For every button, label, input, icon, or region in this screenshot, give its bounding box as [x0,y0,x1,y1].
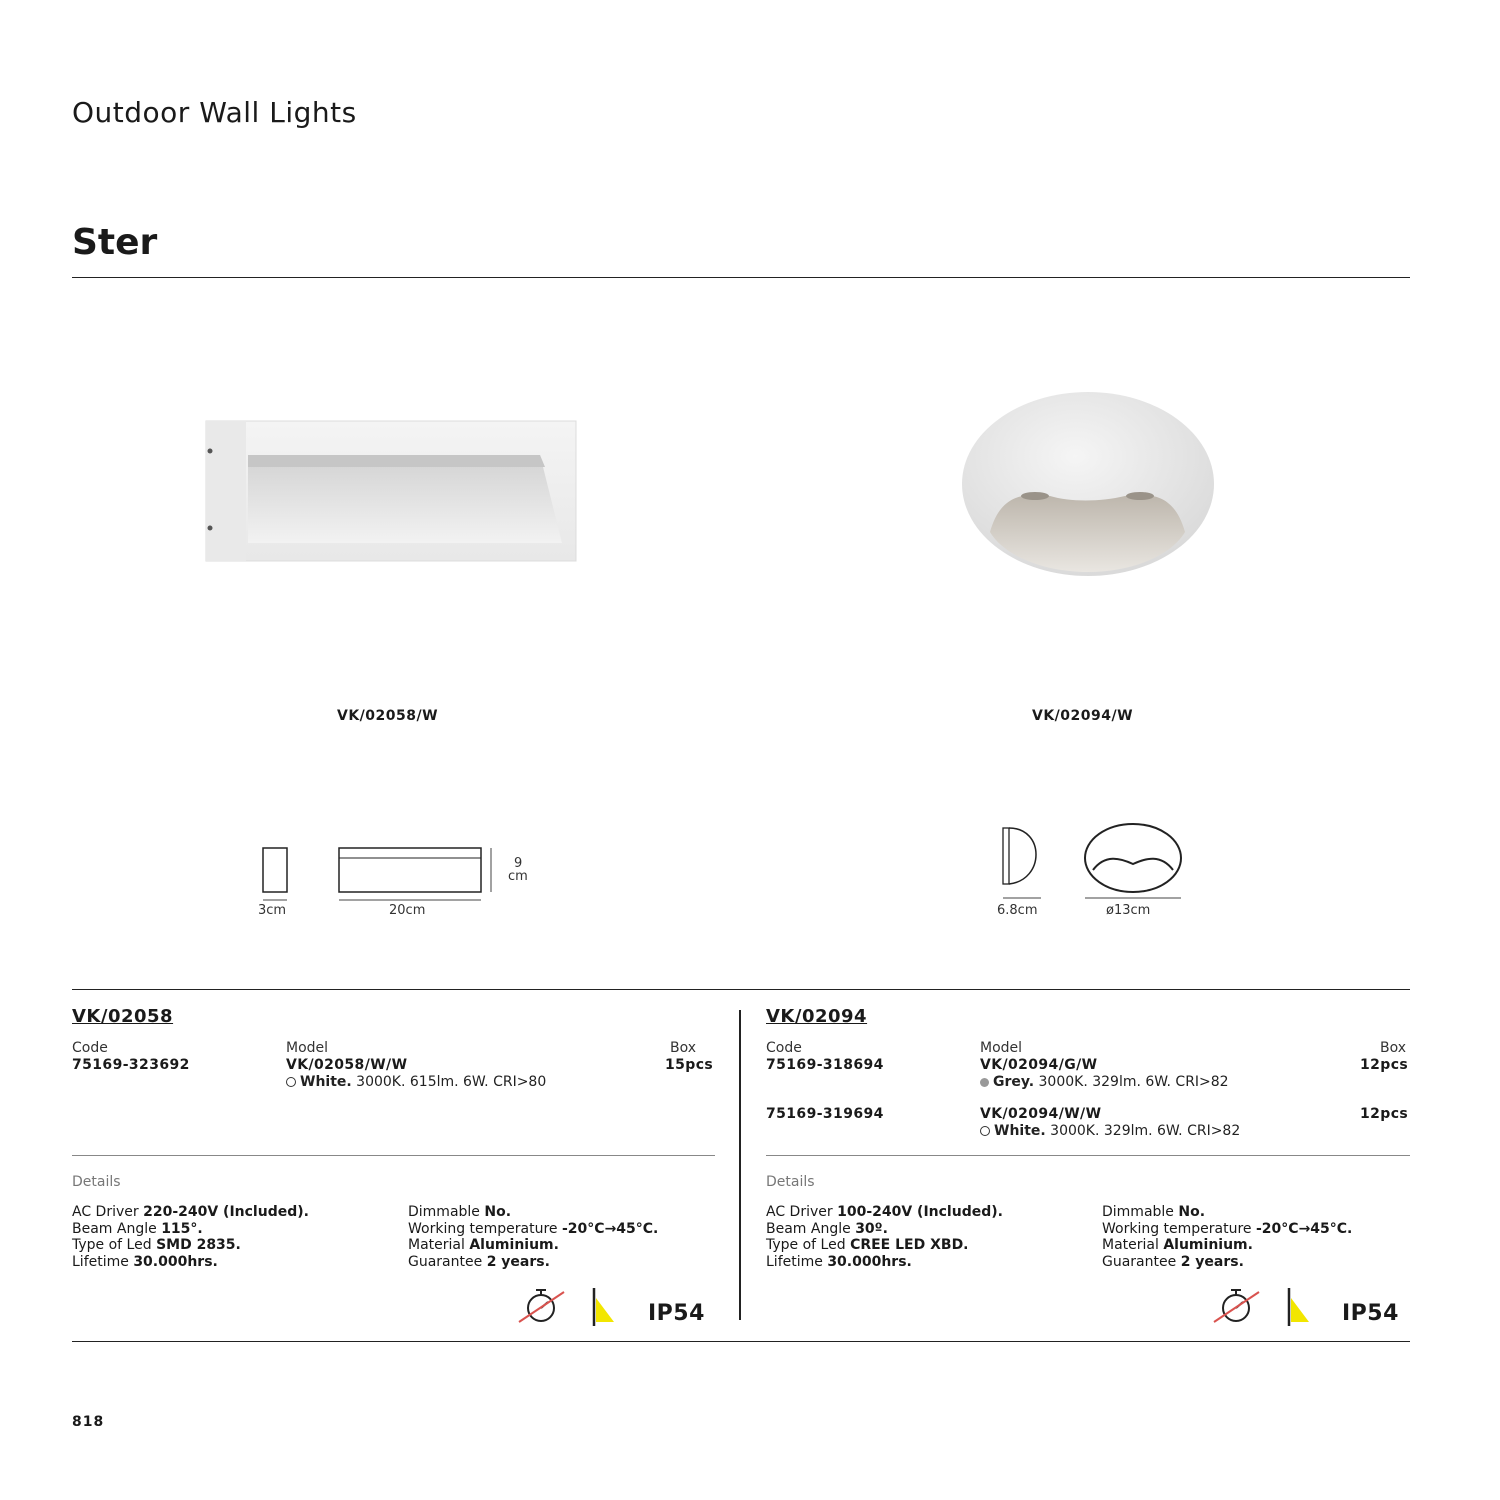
spec-top-divider [72,989,1410,990]
wall-light-beam-icon [1285,1286,1315,1332]
product-heading: VK/02094 [766,1006,868,1027]
title-divider [72,277,1410,278]
variant-color: White. [300,1074,352,1090]
variant-model: VK/02094/G/W [980,1057,1098,1073]
category-title: Outdoor Wall Lights [72,96,357,129]
wall-light-beam-icon [590,1286,620,1332]
details-label: Details [766,1174,815,1190]
variant-specs: 3000K. 329lm. 6W. CRI>82 [1034,1074,1229,1090]
dim-height-unit: cm [508,869,528,884]
spec-row: Material Aluminium. [1102,1237,1253,1253]
variant-code: 75169-318694 [766,1057,884,1073]
box-label: Box [670,1040,697,1056]
ip-rating: IP54 [648,1301,705,1326]
spec-row: Lifetime 30.000hrs. [766,1253,912,1270]
page-number: 818 [72,1414,105,1430]
model-label: Model [980,1040,1023,1056]
ip-rating: IP54 [1342,1301,1399,1326]
spec-row: Dimmable No. [408,1204,512,1220]
spec-row: Beam Angle 115°. [72,1220,203,1237]
variant-description [286,1074,546,1090]
details-divider [72,1155,715,1156]
spec-column-divider [739,1010,741,1320]
details-left-column [766,1204,1003,1270]
details-label: Details [72,1174,121,1190]
product-image-caption: VK/02094/W [1032,708,1134,724]
variant-code: 75169-319694 [766,1106,884,1122]
model-label: Model [286,1040,329,1056]
dim-height-value: 9 [514,856,523,871]
spec-row: Type of Led SMD 2835. [72,1237,241,1253]
variant-color: Grey. [993,1074,1035,1090]
spec-row: AC Driver 100-240V (Included). [766,1204,1003,1220]
spec-row: Material Aluminium. [408,1237,559,1253]
spec-row: Working temperature -20°C→45°C. [1102,1220,1353,1237]
variant-specs: 3000K. 615lm. 6W. CRI>80 [351,1074,547,1090]
spec-row: Type of Led CREE LED XBD. [766,1237,969,1253]
color-swatch-grey [980,1078,989,1087]
no-timer-icon [1211,1286,1263,1330]
spec-row: AC Driver 220-240V (Included). [72,1204,309,1220]
dim-width-label: 20cm [389,903,426,918]
variant-code: 75169-323692 [72,1057,190,1073]
variant-box: 15pcs [665,1057,714,1073]
spec-row: Guarantee 2 years. [408,1253,550,1270]
variant-box: 12pcs [1360,1106,1409,1122]
spec-row: Guarantee 2 years. [1102,1253,1244,1270]
details-divider [766,1155,1410,1156]
product-heading: VK/02058 [72,1006,174,1027]
details-right-column [1102,1204,1352,1270]
product-image-caption: VK/02058/W [337,708,439,724]
variant-model: VK/02058/W/W [286,1057,408,1073]
product-image-rect-light [200,415,585,579]
code-label: Code [766,1040,802,1056]
dim-depth-label: 3cm [258,903,287,918]
variant-color: White. [994,1123,1046,1139]
details-right-column [408,1204,658,1270]
color-swatch-white [980,1126,990,1136]
no-timer-icon [516,1286,568,1330]
spec-row: Working temperature -20°C→45°C. [408,1220,659,1237]
box-label: Box [1380,1040,1407,1056]
variant-model: VK/02094/W/W [980,1106,1102,1122]
variant-specs: 3000K. 329lm. 6W. CRI>82 [1045,1123,1241,1139]
details-left-column [72,1204,309,1270]
spec-row: Dimmable No. [1102,1204,1206,1220]
product-image-round-light [960,392,1218,582]
code-label: Code [72,1040,108,1056]
product-family-title: Ster [72,222,158,263]
color-swatch-white [286,1077,296,1087]
dim-diameter-label: ø13cm [1106,903,1151,918]
variant-description [980,1123,1240,1139]
variant-description [980,1074,1229,1090]
dim-depth-label: 6.8cm [997,903,1038,918]
spec-bottom-divider [72,1341,1410,1342]
variant-box: 12pcs [1360,1057,1409,1073]
spec-row: Lifetime 30.000hrs. [72,1253,218,1270]
spec-row: Beam Angle 30º. [766,1220,888,1237]
dimension-drawing-round [995,818,1195,912]
